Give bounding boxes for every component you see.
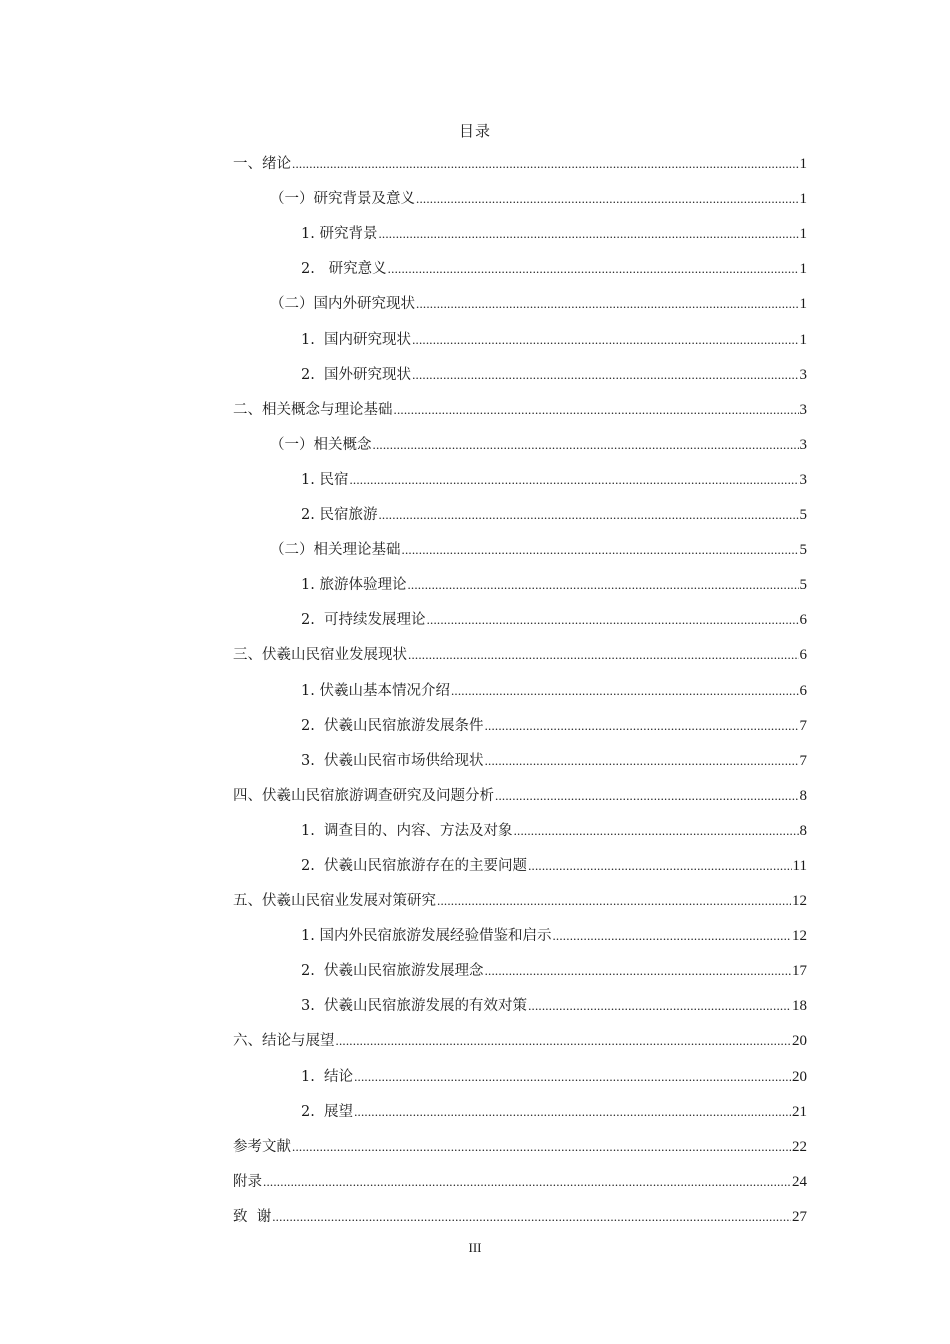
toc-dot-leader: [408, 646, 799, 664]
toc-entry-page: 1: [799, 331, 807, 348]
toc-entry-page: 6: [799, 682, 807, 699]
toc-entry-page: 6: [799, 612, 807, 629]
toc-entry-label: 2. 研究意义: [301, 261, 387, 278]
toc-dot-leader: [528, 857, 791, 875]
toc-entry[interactable]: [233, 177, 807, 212]
toc-entry-label: 2. 国外研究现状: [301, 366, 412, 383]
toc-entry-page: 17: [792, 963, 807, 980]
toc-dot-leader: [354, 1103, 791, 1121]
toc-entry-page: 22: [792, 1138, 807, 1155]
toc-entry[interactable]: [233, 704, 807, 739]
toc-dot-leader: [349, 471, 798, 489]
toc-entry-label: 1. 结论: [301, 1068, 354, 1085]
toc-entry[interactable]: [233, 282, 807, 317]
toc-dot-leader: [485, 752, 799, 770]
toc-entry-page: 1: [799, 226, 807, 243]
toc-entry[interactable]: [233, 633, 807, 668]
toc-dot-leader: [354, 1068, 791, 1086]
toc-entry[interactable]: [233, 844, 807, 879]
toc-dot-leader: [402, 541, 799, 559]
toc-entry-label: 2. 可持续发展理论: [301, 612, 426, 629]
toc-entry[interactable]: [233, 914, 807, 949]
toc-entry-page: 3: [799, 436, 807, 453]
toc-entry[interactable]: [233, 423, 807, 458]
toc-entry-label: 3. 伏羲山民宿旅游发展的有效对策: [301, 998, 528, 1015]
toc-entry-page: 7: [799, 717, 807, 734]
toc-entry-label: 1. 调查目的、内容、方法及对象: [301, 822, 513, 839]
toc-entry-label: 2. 民宿旅游: [301, 507, 378, 524]
toc-dot-leader: [263, 1173, 791, 1191]
toc-dot-leader: [373, 436, 799, 454]
toc-entry[interactable]: [233, 1090, 807, 1125]
toc-entry-label: 致 谢: [233, 1208, 272, 1225]
toc-entry-page: 12: [792, 893, 807, 910]
toc-entry-page: 21: [792, 1103, 807, 1120]
toc-entry-label: （一）研究背景及意义: [270, 191, 415, 208]
toc-entry-label: 参考文献: [233, 1138, 291, 1155]
toc-dot-leader: [412, 331, 798, 349]
toc-entry-label: 附录: [233, 1173, 262, 1190]
toc-entry[interactable]: [233, 949, 807, 984]
toc-entry-page: 18: [792, 998, 807, 1015]
toc-entry-label: 2. 伏羲山民宿旅游存在的主要问题: [301, 857, 528, 874]
toc-entry-page: 27: [792, 1208, 807, 1225]
toc-entry[interactable]: [233, 317, 807, 352]
toc-entry[interactable]: [233, 598, 807, 633]
toc-entry-label: 一、绪论: [233, 156, 291, 173]
toc-entry-page: 20: [792, 1033, 807, 1050]
toc-entry-label: 1. 伏羲山基本情况介绍: [301, 682, 450, 699]
toc-entry-page: 11: [792, 857, 807, 874]
toc-entry[interactable]: [233, 388, 807, 423]
toc-dot-leader: [272, 1208, 791, 1226]
toc-dot-leader: [437, 892, 791, 910]
toc-entry-label: 2. 展望: [301, 1103, 354, 1120]
toc-entry-label: （二）相关理论基础: [270, 542, 401, 559]
toc-dot-leader: [485, 962, 791, 980]
toc-dot-leader: [495, 787, 799, 805]
toc-entry[interactable]: [233, 879, 807, 914]
toc-entry-label: 1. 旅游体验理论: [301, 577, 407, 594]
toc-dot-leader: [412, 366, 798, 384]
toc-entry[interactable]: [233, 809, 807, 844]
toc-entry-page: 7: [799, 752, 807, 769]
toc-entry-page: 3: [799, 471, 807, 488]
toc-entry-label: 六、结论与展望: [233, 1033, 335, 1050]
toc-entry-label: 1. 国内研究现状: [301, 331, 412, 348]
toc-entry-page: 1: [799, 296, 807, 313]
toc-dot-leader: [451, 682, 799, 700]
toc-dot-leader: [485, 717, 799, 735]
toc-entry-page: 8: [799, 822, 807, 839]
toc-entry[interactable]: [233, 668, 807, 703]
toc-entry[interactable]: [233, 1125, 807, 1160]
toc-entry-label: 二、相关概念与理论基础: [233, 401, 393, 418]
toc-entry[interactable]: [233, 353, 807, 388]
toc-dot-leader: [336, 1032, 792, 1050]
toc-entry-page: 5: [799, 577, 807, 594]
toc-entry[interactable]: [233, 493, 807, 528]
toc-dot-leader: [552, 927, 791, 945]
toc-entry[interactable]: [233, 1195, 807, 1230]
toc-entry[interactable]: [233, 458, 807, 493]
toc-entry[interactable]: [233, 1019, 807, 1054]
toc-entry-label: （一）相关概念: [270, 436, 372, 453]
toc-entry[interactable]: [233, 984, 807, 1019]
toc-entry[interactable]: [233, 528, 807, 563]
toc-entry-label: 3. 伏羲山民宿市场供给现状: [301, 752, 484, 769]
toc-entry-page: 6: [799, 647, 807, 664]
toc-entry-page: 3: [799, 401, 807, 418]
toc-entry-label: 2. 伏羲山民宿旅游发展理念: [301, 963, 484, 980]
toc-entry[interactable]: [233, 1160, 807, 1195]
toc-dot-leader: [427, 611, 799, 629]
toc-entry[interactable]: [233, 247, 807, 282]
toc-dot-leader: [292, 155, 799, 173]
toc-dot-leader: [416, 295, 799, 313]
toc-dot-leader: [394, 401, 799, 419]
toc-entry-label: （二）国内外研究现状: [270, 296, 415, 313]
toc-entry-page: 1: [799, 191, 807, 208]
page-number: III: [468, 1240, 482, 1255]
toc-entry-page: 20: [792, 1068, 807, 1085]
toc-dot-leader: [388, 260, 799, 278]
toc-entry-page: 12: [792, 928, 807, 945]
toc-entry-page: 5: [799, 542, 807, 559]
toc-dot-leader: [378, 225, 798, 243]
toc-entry-page: 24: [792, 1173, 807, 1190]
toc-entry-label: 四、伏羲山民宿旅游调查研究及问题分析: [233, 787, 494, 804]
toc-entry[interactable]: [233, 1054, 807, 1089]
toc-dot-leader: [514, 822, 799, 840]
table-of-contents: [233, 142, 807, 1230]
toc-entry-page: 1: [799, 261, 807, 278]
toc-entry-page: 8: [799, 787, 807, 804]
toc-entry-page: 1: [799, 156, 807, 173]
toc-entry[interactable]: [233, 212, 807, 247]
toc-entry[interactable]: [233, 563, 807, 598]
toc-entry-page: 5: [799, 507, 807, 524]
toc-dot-leader: [528, 997, 791, 1015]
toc-dot-leader: [292, 1138, 791, 1156]
toc-title: 目录: [458, 122, 491, 140]
toc-entry-page: 3: [799, 366, 807, 383]
toc-dot-leader: [407, 576, 798, 594]
toc-entry[interactable]: [233, 774, 807, 809]
toc-entry-label: 2. 伏羲山民宿旅游发展条件: [301, 717, 484, 734]
toc-dot-leader: [416, 190, 799, 208]
toc-entry-label: 1. 研究背景: [301, 226, 378, 243]
toc-entry-label: 1. 国内外民宿旅游发展经验借鉴和启示: [301, 928, 552, 945]
toc-entry-label: 三、伏羲山民宿业发展现状: [233, 647, 407, 664]
toc-entry[interactable]: [233, 739, 807, 774]
toc-dot-leader: [378, 506, 798, 524]
toc-entry[interactable]: [233, 142, 807, 177]
toc-entry-label: 五、伏羲山民宿业发展对策研究: [233, 893, 436, 910]
toc-entry-label: 1. 民宿: [301, 471, 349, 488]
